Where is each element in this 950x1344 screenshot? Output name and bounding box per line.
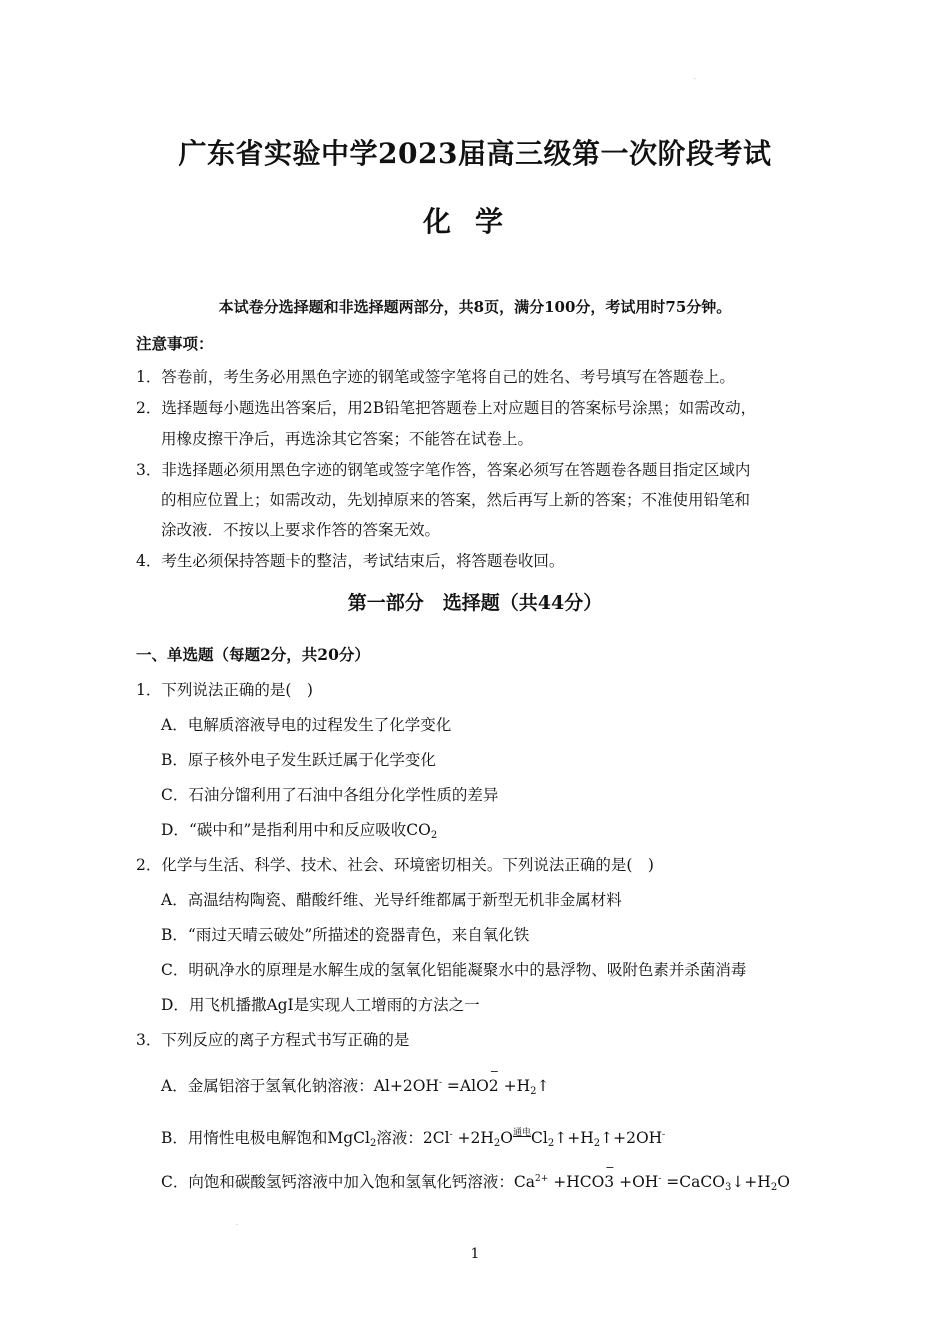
question-3-option-b: B．用惰性电极电解饱和MgCl$_2$溶液：$2Cl^- +2H_2O$通电$Cl_2↑+H_2↑+2OH^-$ xyxy=(161,1125,665,1149)
exam-title: 广东省实验中学2023届高三级第一次阶段考试 xyxy=(178,137,772,170)
question-1-option-d: D．“碳中和”是指利用中和反应吸收$CO_2$ xyxy=(161,821,438,841)
notice-item-3-cont-1: 的相应位置上；如需改动，先划掉原来的答案，然后再写上新的答案；不准使用铅笔和 xyxy=(161,491,751,509)
notice-item-1: 1．答卷前，考生务必用黑色字迹的钢笔或签字笔将自己的姓名、考号填写在答题卷上。 xyxy=(136,368,735,386)
equation-b: 溶液：$2Cl^- +2H_2O$通电$Cl_2↑+H_2↑+2OH^-$ xyxy=(376,1129,665,1147)
subject-title: 化学 xyxy=(422,205,527,238)
electrolysis-condition: 通电 xyxy=(513,1128,532,1138)
exam-intro: 本试卷分选择题和非选择题两部分，共8页，满分100分，考试用时75分钟。 xyxy=(218,298,732,316)
section-heading: 一、单选题（每题2分，共20分） xyxy=(136,645,370,664)
question-2-option-a: A．高温结构陶瓷、醋酸纤维、光导纤维都属于新型无机非金属材料 xyxy=(161,891,622,909)
question-1-option-c: C．石油分馏利用了石油中各组分化学性质的差异 xyxy=(161,786,499,804)
question-3-stem: 3．下列反应的离子方程式书写正确的是 xyxy=(136,1031,410,1049)
question-2-option-c: C．明矾净水的原理是水解生成的氢氧化铝能凝聚水中的悬浮物、吸附色素并杀菌消毒 xyxy=(161,961,747,979)
equation-c: $Ca^{2+} +HCO$ − $3 +OH^- =CaCO_3↓+H_2O$ xyxy=(513,1161,790,1193)
question-3-option-a: A．金属铝溶于氢氧化钠溶液：Al+2OH- =AlO − $2 +H_2↑$ xyxy=(161,1065,550,1097)
part1-title: 第一部分 选择题（共44分） xyxy=(347,592,603,614)
notice-item-2: 2．选择题每小题选出答案后，用2B铅笔把答题卷上对应题目的答案标号涂黑；如需改动， xyxy=(136,399,757,417)
scan-dot: · xyxy=(694,76,696,83)
question-1-option-b: B．原子核外电子发生跃迁属于化学变化 xyxy=(161,751,436,769)
notice-item-3-cont-2: 涂改液．不按以上要求作答的答案无效。 xyxy=(161,521,441,539)
page-number: 1 xyxy=(470,1246,480,1262)
question-2-option-d: D．用飞机播撒AgI是实现人工增雨的方法之一 xyxy=(161,996,480,1014)
question-2-stem: 2．化学与生活、科学、技术、社会、环境密切相关。下列说法正确的是( ) xyxy=(136,856,654,874)
scan-dot: · xyxy=(236,1222,238,1229)
notice-item-3: 3．非选择题必须用黑色字迹的钢笔或签字笔作答，答案必须写在答题卷各题目指定区域内 xyxy=(136,461,751,479)
notice-item-4: 4．考生必须保持答题卡的整洁，考试结束后，将答题卷收回。 xyxy=(136,552,565,570)
question-1-option-a: A．电解质溶液导电的过程发生了化学变化 xyxy=(161,716,452,734)
question-2-option-b: B．“雨过天晴云破处”所描述的瓷器青色，来自氧化铁 xyxy=(161,926,530,944)
notice-item-2-cont: 用橡皮擦干净后，再选涂其它答案；不能答在试卷上。 xyxy=(161,430,534,448)
notice-heading: 注意事项： xyxy=(136,334,214,353)
equation-a: Al+2OH- =AlO − $2 +H_2↑$ xyxy=(373,1065,550,1097)
question-3-option-c: C．向饱和碳酸氢钙溶液中加入饱和氢氧化钙溶液：$Ca^{2+} +HCO$ − $3 +OH^- =CaCO_3↓+H_2O$ xyxy=(161,1161,790,1193)
question-1-stem: 1．下列说法正确的是( ) xyxy=(136,681,313,699)
